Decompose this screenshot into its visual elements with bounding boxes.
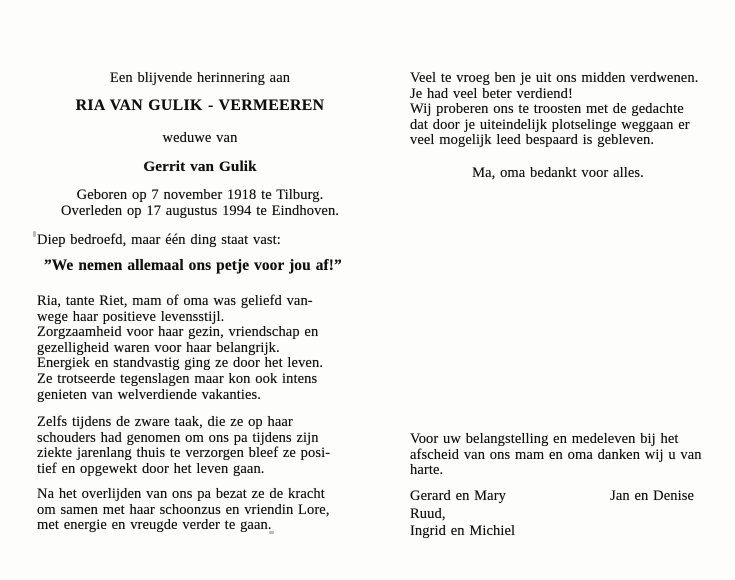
biography-paragraph-1: Ria, tante Riet, mam of oma was geliefd van- wege haar positieve levensstijl. Zorgzaamheid voor haar gezin, vriendschap en gezelligheid waren voor haar belangrijk. Energiek en standvastig ging ze door het leven. Ze trotseerde tegenslagen maar kon ook intens genieten van welverdiende vakanties. <box>37 293 324 403</box>
relation-line: weduwe van <box>162 130 238 146</box>
quote-line: ”We nemen allemaal ons petje voor jou af!” <box>44 257 342 274</box>
signature-ingrid-michiel: Ingrid en Michiel <box>410 523 516 539</box>
intro-line: Een blijvende herinnering aan <box>109 70 291 86</box>
spouse-name: Gerrit van Gulik <box>143 158 257 175</box>
birth-line: Geboren op 7 november 1918 te Tilburg. <box>76 187 324 203</box>
signatures <box>410 488 706 541</box>
biography-paragraph-2: Zelfs tijdens de zware taak, die ze op haar schouders had genomen om ons pa tijdens zijn ziekte jarenlang thuis te verzorgen bleef ze posi- tief en opgewekt door het leven gaan. <box>37 414 331 477</box>
dedication-line: Ma, oma bedankt voor alles. <box>472 165 644 181</box>
deceased-name: RIA VAN GULIK - VERMEEREN <box>75 97 325 114</box>
statement-line: Diep bedroefd, maar één ding staat vast: <box>37 232 281 248</box>
signature-row-1 <box>410 488 706 506</box>
signature-gerard-mary: Gerard en Mary <box>410 488 506 504</box>
signature-jan-denise: Jan en Denise <box>610 488 694 504</box>
farewell-paragraph: Veel te vroeg ben je uit ons midden verdwenen. Je had veel beter verdiend! Wij proberen ons te troosten met de gedachte dat door je uiteindelijk plotselinge weggaan er veel mogelijk leed bespaard is gebleven. <box>410 70 699 149</box>
scan-speckle <box>269 531 274 534</box>
signature-ruud: Ruud, <box>410 505 446 522</box>
biography-paragraph-3: Na het overlijden van ons pa bezat ze de kracht om samen met haar schoonzus en vriendin Lore, met energie en vreugde verder te gaan. <box>37 486 330 534</box>
birth-death-dates <box>37 188 363 219</box>
thanks-paragraph: Voor uw belangstelling en medeleven bij het afscheid van ons mam en oma danken wij u van harte. <box>410 431 702 479</box>
scan-speckle <box>33 231 36 237</box>
death-line: Overleden op 17 augustus 1994 te Eindhoven. <box>60 202 340 219</box>
